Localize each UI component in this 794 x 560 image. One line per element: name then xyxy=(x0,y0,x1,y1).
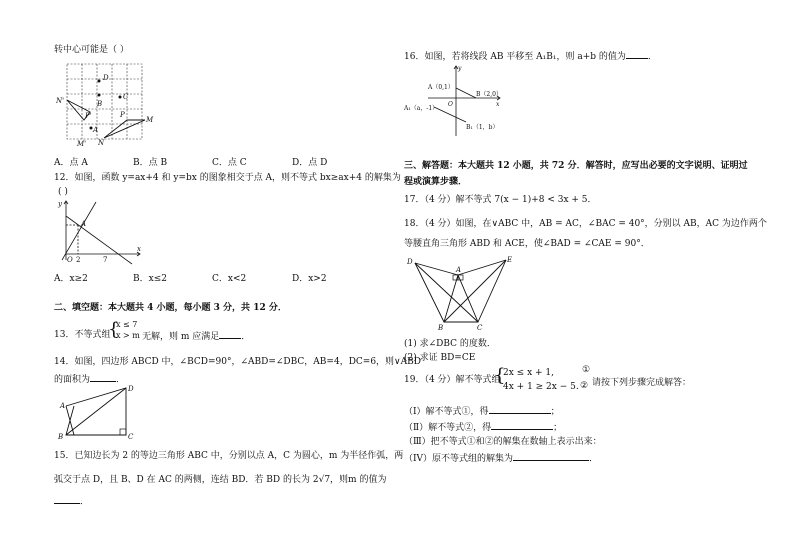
q15-line2 xyxy=(54,474,386,486)
q13-prefix: 13．不等式组 xyxy=(54,330,111,340)
q11-label-D: D xyxy=(103,74,109,82)
q11-option-b: B．点 B xyxy=(133,158,168,168)
q18-sub1: (1) 求∠DBC 的度数． xyxy=(404,339,496,349)
q14-period: ． xyxy=(116,375,126,385)
q19-step2-text: （Ⅱ）解不等式②，得 xyxy=(404,423,492,433)
q11-option-c: C．点 C xyxy=(212,158,247,168)
q19-step4-period: ． xyxy=(589,454,599,464)
q19-step3: （Ⅲ）把不等式①和②的解集在数轴上表示出来： xyxy=(404,437,602,447)
q11-label-P: P xyxy=(120,111,125,119)
q11-label-N-prime: N' xyxy=(56,97,65,105)
q12-option-d: D．x>2 xyxy=(292,274,327,284)
q15-period: ． xyxy=(80,497,90,507)
section3-line2: 程或演算步骤． xyxy=(404,177,468,187)
q13-suffix xyxy=(142,329,250,343)
q19-step2-semicolon: ； xyxy=(553,423,563,433)
q16-line xyxy=(404,49,657,63)
q14-label-D: D xyxy=(128,385,134,393)
q13-ineq-2: x > m xyxy=(116,331,140,340)
q15-line2-a: 弧交于点 D，且 B、D 在 AC 的两侧，连结 BD．若 BD 的长为 2 xyxy=(54,475,319,485)
q15-sqrt: √7 xyxy=(318,475,331,485)
q19-step1-text: （I）解不等式①，得 xyxy=(404,407,489,417)
q11-label-N: N xyxy=(98,139,105,147)
q16-label-O: O xyxy=(448,101,453,108)
q16-figure xyxy=(404,62,506,138)
q18-label-B: B xyxy=(438,324,444,332)
q19-ineq-1: 2x ≤ x + 1, xyxy=(503,368,554,378)
q18-line2: 等腰直角三角形 ABD 和 ACE，使∠BAD = ∠CAE = 90°． xyxy=(404,239,650,249)
q19-step2 xyxy=(404,420,562,434)
q19-mark-2: ② xyxy=(580,381,589,391)
q18-figure xyxy=(406,254,520,334)
q19-step1-semicolon: ； xyxy=(550,407,560,417)
q14-line1: 14．如图，四边形 ABCD 中，∠BCD=90°，∠ABD=∠DBC，AB=4，DC=6，则∨ABD xyxy=(54,357,421,367)
q16-text: 16．如图，若将线段 AB 平移至 A₁B₁，则 a+b 的值为 xyxy=(404,52,626,62)
q12-option-a: A．x≥2 xyxy=(54,274,88,284)
q18-line1: 18．（4 分）如图，在∨ABC 中，AB = AC，∠BAC = 40°，分别以 AB，AC 为边作两个 xyxy=(404,219,767,229)
q17: 17．（4 分）解不等式 7(x − 1)+8 < 3x + 5． xyxy=(404,195,597,205)
q12-label-x: x xyxy=(137,245,141,253)
q19-step4-text: （IV）原不等式组的解集为 xyxy=(404,454,514,464)
q11-label-C: C xyxy=(123,93,129,101)
q15-line2-b: ，则m 的值为 xyxy=(330,475,387,485)
q12-label-O: O xyxy=(67,256,73,264)
q16-answer-blank[interactable] xyxy=(626,49,648,59)
q14-answer-blank[interactable] xyxy=(90,372,116,382)
q16-label-x: x xyxy=(496,101,500,108)
q11-label-P-prime: P' xyxy=(85,112,92,120)
q14-label-B: B xyxy=(58,433,64,441)
q11-figure xyxy=(52,62,156,146)
q18-label-E: E xyxy=(507,256,513,264)
q11-option-d: D．点 D xyxy=(292,158,328,168)
q16-label-B1: B₁（1，b） xyxy=(466,124,499,131)
q15-line3 xyxy=(54,494,89,508)
section2-title: 二、填空题：本大题共 4 小题，每小题 3 分，共 12 分． xyxy=(54,303,287,313)
q12-figure xyxy=(56,198,144,266)
q19-ineq-2: 4x + 1 ≥ 2x − 5. xyxy=(503,382,579,392)
q12-label-7: 7 xyxy=(103,256,108,264)
q12-line1: 12．如图，函数 y=ax+4 和 y=bx 的图象相交于点 A，则不等式 bx≥ax+4 的解集为 xyxy=(54,173,401,183)
q12-option-c: C．x<2 xyxy=(212,274,247,284)
q16-label-B: B（2,0） xyxy=(476,91,502,98)
q12-option-b: B．x≤2 xyxy=(133,274,167,284)
q11-label-B: B xyxy=(97,100,103,108)
q18-label-C: C xyxy=(477,324,483,332)
q19-step4-blank[interactable] xyxy=(513,451,589,461)
q12-label-2: 2 xyxy=(76,256,81,264)
q11-option-a: A．点 A xyxy=(54,158,88,168)
q11-label-A: A xyxy=(93,126,99,134)
q12-label-A: A xyxy=(81,220,87,228)
q14-label-C: C xyxy=(128,433,134,441)
q14-figure xyxy=(58,384,138,440)
q11-tail: 转中心可能是（ ） xyxy=(54,45,129,55)
q13-answer-blank[interactable] xyxy=(219,329,241,339)
q12-label-y: y xyxy=(58,200,62,208)
q13-period: ． xyxy=(241,332,251,342)
q16-label-A1: A₁（a，-1） xyxy=(404,105,439,112)
q19-mark-1: ① xyxy=(582,365,591,375)
q19-step4 xyxy=(404,451,598,465)
q19-step2-blank[interactable] xyxy=(491,420,553,430)
section3-line1: 三、解答题：本大题共 12 小题，共 72 分．解答时，应写出必要的文字说明、证明过 xyxy=(404,161,748,171)
q19-suffix: 请按下列步骤完成解答： xyxy=(592,378,692,388)
q15-answer-blank[interactable] xyxy=(54,494,80,504)
q19-brace: { xyxy=(494,365,506,386)
q14-label-A: A xyxy=(60,402,66,410)
q19-prefix: 19．（4 分）解不等式组 xyxy=(404,375,501,385)
q11-label-M-prime: M' xyxy=(77,140,87,148)
q16-label-A: A（0,1） xyxy=(428,84,454,91)
q13-ineq-1: x ≤ 7 xyxy=(116,320,138,329)
q16-period: ． xyxy=(647,52,657,62)
q13-brace: { xyxy=(108,319,120,340)
q12-paren: ( ) xyxy=(58,187,68,197)
q11-label-M: M xyxy=(146,116,154,124)
q16-label-y: y xyxy=(458,65,462,72)
q18-label-A: A xyxy=(456,266,462,274)
q15-line1: 15．已知边长为 2 的等边三角形 ABC 中，分别以点 A，C 为圆心，m 为半径作弧，两 xyxy=(54,451,404,461)
q14-line2-text: 的面积为 xyxy=(54,375,91,385)
q18-label-D: D xyxy=(407,258,413,266)
q18-sub2: (2) 求证 BD=CE xyxy=(404,353,476,363)
q19-step1-blank[interactable] xyxy=(489,404,551,414)
q19-step1 xyxy=(404,404,560,418)
q13-suffix-text: 无解，则 m 应满足 xyxy=(142,332,220,342)
